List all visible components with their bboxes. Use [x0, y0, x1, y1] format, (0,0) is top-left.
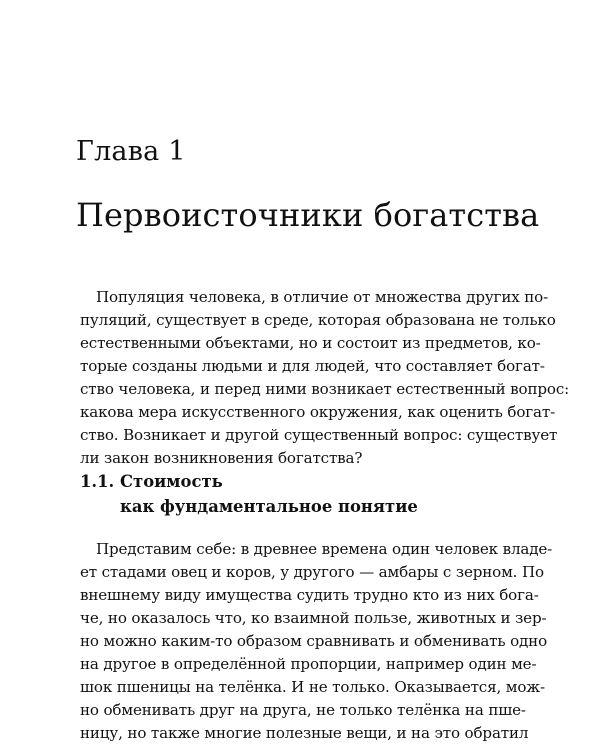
- section-line: шок пшеницы на телёнка. И не только. Оказывается, мож-: [80, 678, 545, 696]
- section-number: 1.1.: [80, 472, 115, 491]
- intro-line: ство человека, и перед ними возникает естественный вопрос:: [80, 380, 570, 398]
- intro-paragraph: [80, 286, 570, 470]
- chapter-title: Первоисточники богатства: [76, 196, 540, 234]
- section-title-line2: как фундаментальное понятие: [120, 497, 418, 516]
- intro-line: ли закон возникновения богатства?: [80, 449, 363, 467]
- section-line: ницу, но также многие полезные вещи, и на это обратил: [80, 724, 529, 742]
- intro-line: торые созданы людьми и для людей, что составляет богат-: [80, 357, 545, 375]
- intro-line: ство. Возникает и другой существенный вопрос: существует: [80, 426, 558, 444]
- section-line: Представим себе: в древнее времена один человек владе-: [96, 540, 553, 558]
- intro-line: какова мера искусственного окружения, как оценить богат-: [80, 403, 556, 421]
- section-line: но можно каким-то образом сравнивать и обменивать одно: [80, 632, 548, 650]
- intro-line: пуляций, существует в среде, которая образована не только: [80, 311, 556, 329]
- section-line: че, но оказалось что, ко взаимной пользе, животных и зер-: [80, 609, 547, 627]
- section-title-line1: Стоимость: [120, 472, 223, 491]
- section-line: на другое в определённой пропорции, например один ме-: [80, 655, 537, 673]
- intro-line: Популяция человека, в отличие от множества других по-: [96, 288, 549, 306]
- intro-line: естественными объектами, но и состоит из предметов, ко-: [80, 334, 541, 352]
- section-line: внешнему виду имущества судить трудно кто из них бога-: [80, 586, 539, 604]
- section-line: ет стадами овец и коров, у другого — амбары с зерном. По: [80, 563, 544, 581]
- section-heading: [80, 469, 418, 519]
- chapter-label: Глава 1: [76, 136, 186, 167]
- section-paragraph: [80, 538, 553, 745]
- section-line: но обменивать друг на друга, не только телёнка на пше-: [80, 701, 526, 719]
